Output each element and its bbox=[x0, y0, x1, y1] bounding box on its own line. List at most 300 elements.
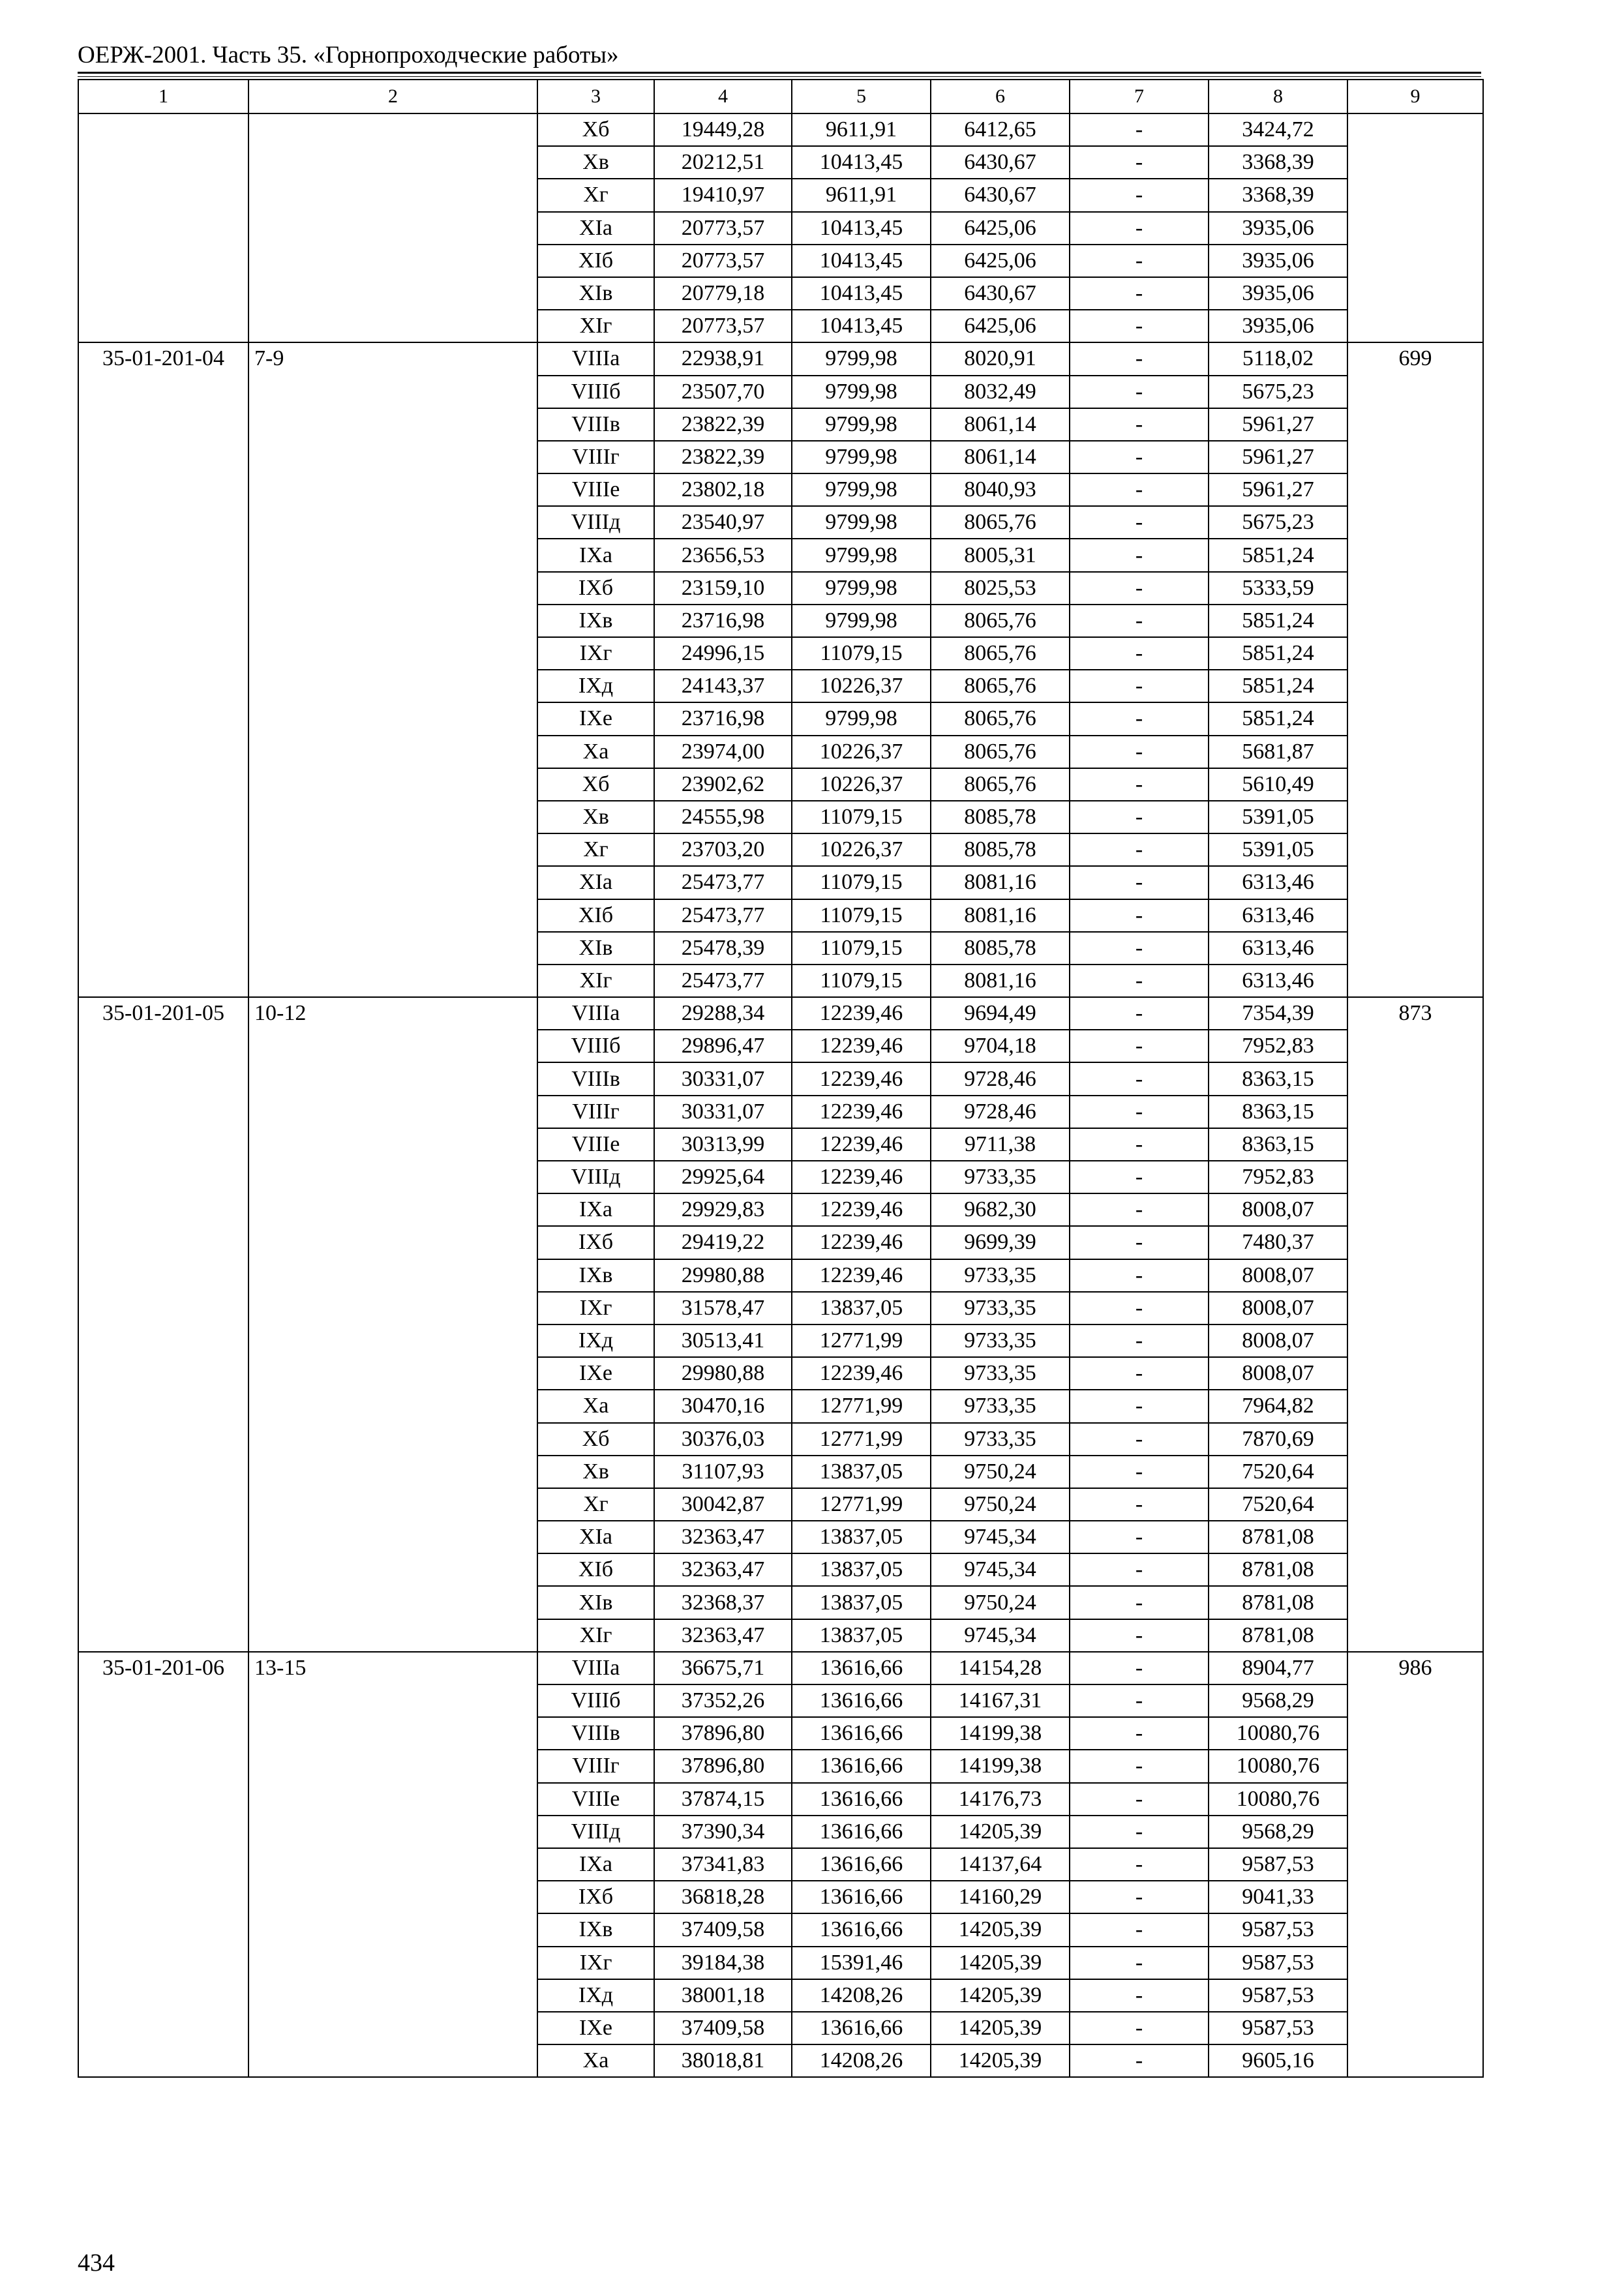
driver-wages-cell: - bbox=[1070, 1816, 1209, 1848]
driver-wages-cell: - bbox=[1070, 572, 1209, 605]
row-class-cell: IXг bbox=[537, 1947, 654, 1979]
materials-cost-cell: 5391,05 bbox=[1209, 801, 1347, 833]
total-cost-cell: 23540,97 bbox=[654, 506, 792, 539]
total-cost-cell: 23716,98 bbox=[654, 702, 792, 735]
total-cost-cell: 23703,20 bbox=[654, 833, 792, 866]
driver-wages-cell: - bbox=[1070, 1684, 1209, 1717]
row-class-cell: XIа bbox=[537, 212, 654, 245]
rate-code-cell: 35-01-201-04 bbox=[78, 342, 248, 997]
machine-cost-cell: 9733,35 bbox=[931, 1259, 1070, 1292]
materials-cost-cell: 8781,08 bbox=[1209, 1553, 1347, 1586]
machine-cost-cell: 8061,14 bbox=[931, 441, 1070, 473]
materials-cost-cell: 8781,08 bbox=[1209, 1521, 1347, 1553]
total-cost-cell: 37409,58 bbox=[654, 2012, 792, 2044]
materials-cost-cell: 8008,07 bbox=[1209, 1357, 1347, 1390]
row-class-cell: IXг bbox=[537, 1292, 654, 1324]
table-row bbox=[78, 113, 1483, 146]
total-cost-cell: 22938,91 bbox=[654, 342, 792, 375]
total-cost-cell: 37352,26 bbox=[654, 1684, 792, 1717]
wages-cell: 11079,15 bbox=[792, 965, 931, 997]
driver-wages-cell: - bbox=[1070, 212, 1209, 245]
wages-cell: 10413,45 bbox=[792, 146, 931, 179]
row-class-cell: Хг bbox=[537, 179, 654, 211]
row-class-cell: Ха bbox=[537, 1390, 654, 1422]
wages-cell: 13837,05 bbox=[792, 1553, 931, 1586]
total-cost-cell: 30042,87 bbox=[654, 1488, 792, 1521]
materials-cost-cell: 10080,76 bbox=[1209, 1750, 1347, 1782]
page-header: ОЕРЖ-2001. Часть 35. «Горнопроходческие работы» bbox=[78, 42, 619, 68]
wages-cell: 13616,66 bbox=[792, 1816, 931, 1848]
materials-cost-cell: 5851,24 bbox=[1209, 539, 1347, 571]
total-cost-cell: 25478,39 bbox=[654, 932, 792, 965]
row-class-cell: IXг bbox=[537, 637, 654, 670]
row-class-cell: VIIIв bbox=[537, 408, 654, 441]
driver-wages-cell: - bbox=[1070, 702, 1209, 735]
driver-wages-cell: - bbox=[1070, 965, 1209, 997]
machine-cost-cell: 8005,31 bbox=[931, 539, 1070, 571]
machine-cost-cell: 8065,76 bbox=[931, 702, 1070, 735]
machine-cost-cell: 6425,06 bbox=[931, 245, 1070, 277]
materials-cost-cell: 8008,07 bbox=[1209, 1324, 1347, 1357]
wages-cell: 10413,45 bbox=[792, 212, 931, 245]
driver-wages-cell: - bbox=[1070, 1128, 1209, 1161]
total-cost-cell: 20773,57 bbox=[654, 212, 792, 245]
total-cost-cell: 29980,88 bbox=[654, 1357, 792, 1390]
row-class-cell: Ха bbox=[537, 736, 654, 768]
wages-cell: 13837,05 bbox=[792, 1456, 931, 1488]
total-cost-cell: 20773,57 bbox=[654, 245, 792, 277]
machine-cost-cell: 9745,34 bbox=[931, 1619, 1070, 1652]
wages-cell: 10226,37 bbox=[792, 670, 931, 702]
rates-table bbox=[78, 79, 1484, 2078]
column-number: 1 bbox=[78, 80, 248, 113]
machine-cost-cell: 14160,29 bbox=[931, 1881, 1070, 1913]
row-class-cell: VIIIб bbox=[537, 376, 654, 408]
row-class-cell: VIIIг bbox=[537, 1750, 654, 1782]
driver-wages-cell: - bbox=[1070, 2012, 1209, 2044]
total-cost-cell: 23159,10 bbox=[654, 572, 792, 605]
wages-cell: 12239,46 bbox=[792, 1193, 931, 1226]
materials-cost-cell: 5961,27 bbox=[1209, 408, 1347, 441]
materials-cost-cell: 7870,69 bbox=[1209, 1423, 1347, 1456]
total-cost-cell: 20773,57 bbox=[654, 310, 792, 342]
machine-cost-cell: 6425,06 bbox=[931, 310, 1070, 342]
range-cell: 7-9 bbox=[248, 342, 537, 997]
row-class-cell: XIб bbox=[537, 245, 654, 277]
driver-wages-cell: - bbox=[1070, 1979, 1209, 2012]
driver-wages-cell: - bbox=[1070, 1324, 1209, 1357]
wages-cell: 13837,05 bbox=[792, 1521, 931, 1553]
total-cost-cell: 38018,81 bbox=[654, 2044, 792, 2077]
wages-cell: 15391,46 bbox=[792, 1947, 931, 1979]
materials-cost-cell: 5961,27 bbox=[1209, 441, 1347, 473]
driver-wages-cell: - bbox=[1070, 1750, 1209, 1782]
driver-wages-cell: - bbox=[1070, 866, 1209, 899]
row-class-cell: IXв bbox=[537, 1259, 654, 1292]
machine-cost-cell: 14199,38 bbox=[931, 1750, 1070, 1782]
column-number: 6 bbox=[931, 80, 1070, 113]
total-cost-cell: 23656,53 bbox=[654, 539, 792, 571]
total-cost-cell: 37341,83 bbox=[654, 1848, 792, 1881]
driver-wages-cell: - bbox=[1070, 441, 1209, 473]
total-cost-cell: 20212,51 bbox=[654, 146, 792, 179]
machine-cost-cell: 14199,38 bbox=[931, 1717, 1070, 1750]
materials-cost-cell: 3424,72 bbox=[1209, 113, 1347, 146]
machine-cost-cell: 6425,06 bbox=[931, 212, 1070, 245]
materials-cost-cell: 9587,53 bbox=[1209, 1979, 1347, 2012]
wages-cell: 14208,26 bbox=[792, 1979, 931, 2012]
driver-wages-cell: - bbox=[1070, 1521, 1209, 1553]
materials-cost-cell: 9568,29 bbox=[1209, 1816, 1347, 1848]
column-number: 4 bbox=[654, 80, 792, 113]
materials-cost-cell: 6313,46 bbox=[1209, 965, 1347, 997]
total-cost-cell: 29929,83 bbox=[654, 1193, 792, 1226]
header-rule-thin bbox=[78, 76, 1481, 77]
materials-cost-cell: 9587,53 bbox=[1209, 1947, 1347, 1979]
materials-cost-cell: 5851,24 bbox=[1209, 702, 1347, 735]
row-class-cell: XIб bbox=[537, 1553, 654, 1586]
driver-wages-cell: - bbox=[1070, 1947, 1209, 1979]
machine-cost-cell: 9694,49 bbox=[931, 997, 1070, 1030]
machine-cost-cell: 14205,39 bbox=[931, 2044, 1070, 2077]
wages-cell: 9799,98 bbox=[792, 572, 931, 605]
row-class-cell: IXб bbox=[537, 1881, 654, 1913]
driver-wages-cell: - bbox=[1070, 1848, 1209, 1881]
row-class-cell: IXе bbox=[537, 2012, 654, 2044]
driver-wages-cell: - bbox=[1070, 1488, 1209, 1521]
rate-code-cell: 35-01-201-05 bbox=[78, 997, 248, 1652]
materials-cost-cell: 7520,64 bbox=[1209, 1488, 1347, 1521]
row-class-cell: IXе bbox=[537, 1357, 654, 1390]
materials-cost-cell: 5851,24 bbox=[1209, 605, 1347, 637]
row-class-cell: VIIIд bbox=[537, 1161, 654, 1193]
driver-wages-cell: - bbox=[1070, 605, 1209, 637]
wages-cell: 13616,66 bbox=[792, 1881, 931, 1913]
materials-cost-cell: 10080,76 bbox=[1209, 1717, 1347, 1750]
row-class-cell: XIг bbox=[537, 1619, 654, 1652]
materials-cost-cell: 8781,08 bbox=[1209, 1586, 1347, 1619]
row-class-cell: Ха bbox=[537, 2044, 654, 2077]
row-class-cell: IXе bbox=[537, 702, 654, 735]
wages-cell: 13616,66 bbox=[792, 1652, 931, 1684]
row-class-cell: IXа bbox=[537, 1848, 654, 1881]
wages-cell: 12771,99 bbox=[792, 1390, 931, 1422]
machine-cost-cell: 9733,35 bbox=[931, 1292, 1070, 1324]
driver-wages-cell: - bbox=[1070, 670, 1209, 702]
wages-cell: 13837,05 bbox=[792, 1292, 931, 1324]
machine-cost-cell: 8081,16 bbox=[931, 866, 1070, 899]
total-cost-cell: 23822,39 bbox=[654, 408, 792, 441]
total-cost-cell: 31107,93 bbox=[654, 1456, 792, 1488]
total-cost-cell: 23716,98 bbox=[654, 605, 792, 637]
wages-cell: 10413,45 bbox=[792, 310, 931, 342]
index-cell: 699 bbox=[1347, 342, 1483, 997]
wages-cell: 11079,15 bbox=[792, 932, 931, 965]
materials-cost-cell: 8008,07 bbox=[1209, 1292, 1347, 1324]
wages-cell: 10413,45 bbox=[792, 245, 931, 277]
driver-wages-cell: - bbox=[1070, 997, 1209, 1030]
total-cost-cell: 36675,71 bbox=[654, 1652, 792, 1684]
driver-wages-cell: - bbox=[1070, 1062, 1209, 1095]
driver-wages-cell: - bbox=[1070, 1423, 1209, 1456]
driver-wages-cell: - bbox=[1070, 801, 1209, 833]
machine-cost-cell: 9682,30 bbox=[931, 1193, 1070, 1226]
materials-cost-cell: 5118,02 bbox=[1209, 342, 1347, 375]
driver-wages-cell: - bbox=[1070, 1717, 1209, 1750]
total-cost-cell: 23802,18 bbox=[654, 473, 792, 506]
driver-wages-cell: - bbox=[1070, 1881, 1209, 1913]
wages-cell: 13837,05 bbox=[792, 1619, 931, 1652]
rate-code-cell bbox=[78, 113, 248, 342]
wages-cell: 9799,98 bbox=[792, 702, 931, 735]
column-number: 7 bbox=[1070, 80, 1209, 113]
wages-cell: 9611,91 bbox=[792, 113, 931, 146]
driver-wages-cell: - bbox=[1070, 113, 1209, 146]
total-cost-cell: 32363,47 bbox=[654, 1521, 792, 1553]
materials-cost-cell: 8904,77 bbox=[1209, 1652, 1347, 1684]
materials-cost-cell: 5675,23 bbox=[1209, 506, 1347, 539]
machine-cost-cell: 8081,16 bbox=[931, 899, 1070, 932]
row-class-cell: IXа bbox=[537, 1193, 654, 1226]
machine-cost-cell: 9704,18 bbox=[931, 1030, 1070, 1062]
machine-cost-cell: 8032,49 bbox=[931, 376, 1070, 408]
row-class-cell: IXд bbox=[537, 670, 654, 702]
materials-cost-cell: 5851,24 bbox=[1209, 670, 1347, 702]
machine-cost-cell: 9728,46 bbox=[931, 1062, 1070, 1095]
machine-cost-cell: 14167,31 bbox=[931, 1684, 1070, 1717]
total-cost-cell: 32368,37 bbox=[654, 1586, 792, 1619]
wages-cell: 9799,98 bbox=[792, 506, 931, 539]
materials-cost-cell: 7952,83 bbox=[1209, 1030, 1347, 1062]
range-cell: 10-12 bbox=[248, 997, 537, 1652]
machine-cost-cell: 8085,78 bbox=[931, 801, 1070, 833]
machine-cost-cell: 9733,35 bbox=[931, 1423, 1070, 1456]
materials-cost-cell: 7354,39 bbox=[1209, 997, 1347, 1030]
wages-cell: 12239,46 bbox=[792, 1030, 931, 1062]
driver-wages-cell: - bbox=[1070, 1193, 1209, 1226]
materials-cost-cell: 5961,27 bbox=[1209, 473, 1347, 506]
materials-cost-cell: 7964,82 bbox=[1209, 1390, 1347, 1422]
row-class-cell: VIIIг bbox=[537, 441, 654, 473]
total-cost-cell: 23507,70 bbox=[654, 376, 792, 408]
wages-cell: 9799,98 bbox=[792, 342, 931, 375]
total-cost-cell: 19449,28 bbox=[654, 113, 792, 146]
total-cost-cell: 32363,47 bbox=[654, 1553, 792, 1586]
total-cost-cell: 23974,00 bbox=[654, 736, 792, 768]
driver-wages-cell: - bbox=[1070, 1292, 1209, 1324]
machine-cost-cell: 8065,76 bbox=[931, 605, 1070, 637]
index-cell bbox=[1347, 113, 1483, 342]
column-number: 3 bbox=[537, 80, 654, 113]
machine-cost-cell: 9733,35 bbox=[931, 1357, 1070, 1390]
total-cost-cell: 37874,15 bbox=[654, 1783, 792, 1816]
total-cost-cell: 37390,34 bbox=[654, 1816, 792, 1848]
total-cost-cell: 37896,80 bbox=[654, 1750, 792, 1782]
column-number: 9 bbox=[1347, 80, 1483, 113]
wages-cell: 10226,37 bbox=[792, 768, 931, 801]
driver-wages-cell: - bbox=[1070, 245, 1209, 277]
materials-cost-cell: 9587,53 bbox=[1209, 1913, 1347, 1946]
machine-cost-cell: 8065,76 bbox=[931, 670, 1070, 702]
driver-wages-cell: - bbox=[1070, 539, 1209, 571]
row-class-cell: XIа bbox=[537, 1521, 654, 1553]
wages-cell: 12239,46 bbox=[792, 1128, 931, 1161]
row-class-cell: VIIIв bbox=[537, 1062, 654, 1095]
column-number: 5 bbox=[792, 80, 931, 113]
wages-cell: 9799,98 bbox=[792, 376, 931, 408]
row-class-cell: Хг bbox=[537, 1488, 654, 1521]
row-class-cell: IXд bbox=[537, 1324, 654, 1357]
materials-cost-cell: 8363,15 bbox=[1209, 1062, 1347, 1095]
machine-cost-cell: 9699,39 bbox=[931, 1226, 1070, 1259]
machine-cost-cell: 8065,76 bbox=[931, 506, 1070, 539]
materials-cost-cell: 3935,06 bbox=[1209, 245, 1347, 277]
driver-wages-cell: - bbox=[1070, 1161, 1209, 1193]
row-class-cell: VIIIа bbox=[537, 342, 654, 375]
machine-cost-cell: 14154,28 bbox=[931, 1652, 1070, 1684]
wages-cell: 9799,98 bbox=[792, 408, 931, 441]
materials-cost-cell: 3935,06 bbox=[1209, 277, 1347, 310]
wages-cell: 12239,46 bbox=[792, 1096, 931, 1128]
total-cost-cell: 25473,77 bbox=[654, 965, 792, 997]
row-class-cell: IXв bbox=[537, 605, 654, 637]
machine-cost-cell: 9733,35 bbox=[931, 1390, 1070, 1422]
machine-cost-cell: 14205,39 bbox=[931, 1913, 1070, 1946]
materials-cost-cell: 3935,06 bbox=[1209, 212, 1347, 245]
row-class-cell: XIг bbox=[537, 965, 654, 997]
row-class-cell: Хв bbox=[537, 146, 654, 179]
materials-cost-cell: 8008,07 bbox=[1209, 1193, 1347, 1226]
wages-cell: 9799,98 bbox=[792, 441, 931, 473]
driver-wages-cell: - bbox=[1070, 1619, 1209, 1652]
row-class-cell: VIIIд bbox=[537, 506, 654, 539]
row-class-cell: XIг bbox=[537, 310, 654, 342]
machine-cost-cell: 14205,39 bbox=[931, 1979, 1070, 2012]
machine-cost-cell: 14205,39 bbox=[931, 2012, 1070, 2044]
row-class-cell: VIIIб bbox=[537, 1684, 654, 1717]
wages-cell: 13616,66 bbox=[792, 1913, 931, 1946]
materials-cost-cell: 9568,29 bbox=[1209, 1684, 1347, 1717]
machine-cost-cell: 8065,76 bbox=[931, 637, 1070, 670]
materials-cost-cell: 3368,39 bbox=[1209, 146, 1347, 179]
materials-cost-cell: 6313,46 bbox=[1209, 866, 1347, 899]
row-class-cell: Хв bbox=[537, 801, 654, 833]
driver-wages-cell: - bbox=[1070, 768, 1209, 801]
row-class-cell: XIб bbox=[537, 899, 654, 932]
total-cost-cell: 24555,98 bbox=[654, 801, 792, 833]
wages-cell: 10226,37 bbox=[792, 833, 931, 866]
driver-wages-cell: - bbox=[1070, 342, 1209, 375]
total-cost-cell: 36818,28 bbox=[654, 1881, 792, 1913]
wages-cell: 9799,98 bbox=[792, 473, 931, 506]
driver-wages-cell: - bbox=[1070, 506, 1209, 539]
wages-cell: 9611,91 bbox=[792, 179, 931, 211]
wages-cell: 10226,37 bbox=[792, 736, 931, 768]
total-cost-cell: 38001,18 bbox=[654, 1979, 792, 2012]
wages-cell: 12239,46 bbox=[792, 1357, 931, 1390]
column-number: 8 bbox=[1209, 80, 1347, 113]
driver-wages-cell: - bbox=[1070, 1783, 1209, 1816]
total-cost-cell: 25473,77 bbox=[654, 899, 792, 932]
wages-cell: 9799,98 bbox=[792, 605, 931, 637]
driver-wages-cell: - bbox=[1070, 2044, 1209, 2077]
machine-cost-cell: 8085,78 bbox=[931, 833, 1070, 866]
wages-cell: 13616,66 bbox=[792, 1848, 931, 1881]
driver-wages-cell: - bbox=[1070, 637, 1209, 670]
driver-wages-cell: - bbox=[1070, 1096, 1209, 1128]
total-cost-cell: 19410,97 bbox=[654, 179, 792, 211]
materials-cost-cell: 9587,53 bbox=[1209, 1848, 1347, 1881]
wages-cell: 12771,99 bbox=[792, 1423, 931, 1456]
table-row bbox=[78, 997, 1483, 1030]
wages-cell: 11079,15 bbox=[792, 801, 931, 833]
materials-cost-cell: 9587,53 bbox=[1209, 2012, 1347, 2044]
materials-cost-cell: 5851,24 bbox=[1209, 637, 1347, 670]
row-class-cell: IXа bbox=[537, 539, 654, 571]
total-cost-cell: 23902,62 bbox=[654, 768, 792, 801]
materials-cost-cell: 9605,16 bbox=[1209, 2044, 1347, 2077]
wages-cell: 13616,66 bbox=[792, 1717, 931, 1750]
materials-cost-cell: 8363,15 bbox=[1209, 1096, 1347, 1128]
wages-cell: 13616,66 bbox=[792, 1783, 931, 1816]
row-class-cell: VIIIб bbox=[537, 1030, 654, 1062]
materials-cost-cell: 7952,83 bbox=[1209, 1161, 1347, 1193]
wages-cell: 14208,26 bbox=[792, 2044, 931, 2077]
total-cost-cell: 32363,47 bbox=[654, 1619, 792, 1652]
wages-cell: 12239,46 bbox=[792, 1226, 931, 1259]
total-cost-cell: 30313,99 bbox=[654, 1128, 792, 1161]
row-class-cell: IXб bbox=[537, 1226, 654, 1259]
rate-code-cell: 35-01-201-06 bbox=[78, 1652, 248, 2077]
machine-cost-cell: 9711,38 bbox=[931, 1128, 1070, 1161]
driver-wages-cell: - bbox=[1070, 736, 1209, 768]
driver-wages-cell: - bbox=[1070, 179, 1209, 211]
row-class-cell: XIа bbox=[537, 866, 654, 899]
machine-cost-cell: 9745,34 bbox=[931, 1521, 1070, 1553]
materials-cost-cell: 3368,39 bbox=[1209, 179, 1347, 211]
driver-wages-cell: - bbox=[1070, 833, 1209, 866]
header-rule-thick bbox=[78, 72, 1481, 74]
materials-cost-cell: 5391,05 bbox=[1209, 833, 1347, 866]
total-cost-cell: 30470,16 bbox=[654, 1390, 792, 1422]
total-cost-cell: 30331,07 bbox=[654, 1096, 792, 1128]
driver-wages-cell: - bbox=[1070, 310, 1209, 342]
row-class-cell: Хб bbox=[537, 768, 654, 801]
total-cost-cell: 29980,88 bbox=[654, 1259, 792, 1292]
materials-cost-cell: 5610,49 bbox=[1209, 768, 1347, 801]
wages-cell: 13837,05 bbox=[792, 1586, 931, 1619]
driver-wages-cell: - bbox=[1070, 1553, 1209, 1586]
materials-cost-cell: 10080,76 bbox=[1209, 1783, 1347, 1816]
machine-cost-cell: 6412,65 bbox=[931, 113, 1070, 146]
wages-cell: 12239,46 bbox=[792, 997, 931, 1030]
row-class-cell: IXб bbox=[537, 572, 654, 605]
total-cost-cell: 25473,77 bbox=[654, 866, 792, 899]
rates-table-container bbox=[78, 79, 1484, 2078]
table-row bbox=[78, 342, 1483, 375]
row-class-cell: VIIIа bbox=[537, 997, 654, 1030]
driver-wages-cell: - bbox=[1070, 1226, 1209, 1259]
driver-wages-cell: - bbox=[1070, 899, 1209, 932]
total-cost-cell: 39184,38 bbox=[654, 1947, 792, 1979]
machine-cost-cell: 9733,35 bbox=[931, 1161, 1070, 1193]
row-class-cell: VIIIе bbox=[537, 1128, 654, 1161]
wages-cell: 10413,45 bbox=[792, 277, 931, 310]
materials-cost-cell: 5675,23 bbox=[1209, 376, 1347, 408]
machine-cost-cell: 14137,64 bbox=[931, 1848, 1070, 1881]
machine-cost-cell: 8040,93 bbox=[931, 473, 1070, 506]
row-class-cell: XIв bbox=[537, 277, 654, 310]
